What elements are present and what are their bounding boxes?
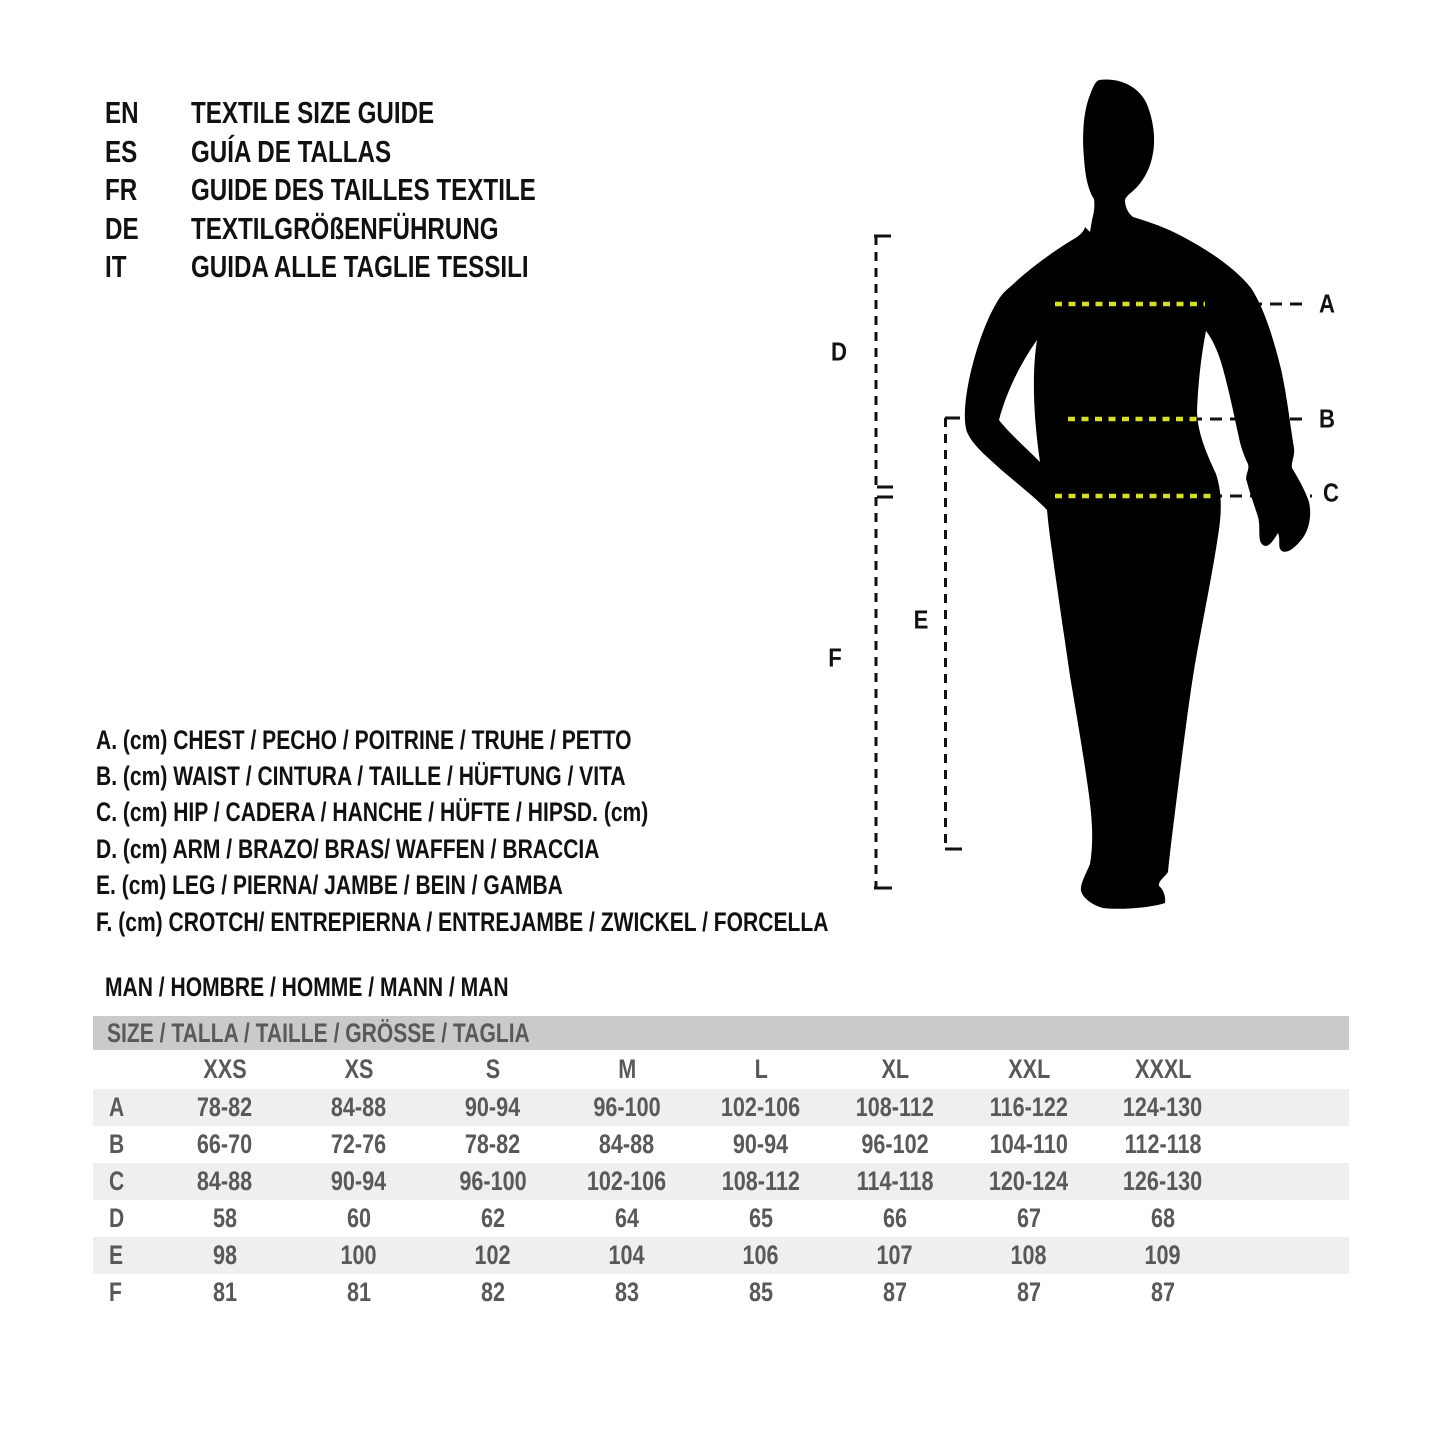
col-header-xl: XL (881, 1054, 909, 1084)
measurement-legend (96, 722, 1035, 940)
category-line: MAN / HOMBRE / HOMME / MANN / MAN (105, 971, 509, 1002)
waist-label-b: B (1319, 403, 1335, 434)
lang-title-fr: GUIDE DES TAILLES TEXTILE (191, 172, 536, 207)
lang-code-de: DE (105, 210, 139, 246)
lang-row-de (105, 210, 633, 249)
hip-label-c: C (1323, 477, 1339, 508)
chest-label-a: A (1319, 288, 1335, 319)
legend-leg: E. (cm) LEG / PIERNA/ JAMBE / BEIN / GAMBA (96, 870, 563, 901)
size-table-title: SIZE / TALLA / TAILLE / GRÖSSE / TAGLIA (107, 1017, 530, 1048)
row-label: F (109, 1277, 122, 1307)
col-header-s: S (485, 1054, 501, 1084)
lang-row-es (105, 133, 633, 172)
table-row-e: E 98 100 102 104 106 107 108 109 (93, 1237, 1349, 1274)
size-table (93, 1016, 1349, 1311)
size-table-title-bar (93, 1016, 1349, 1050)
col-header-m: M (618, 1054, 636, 1084)
lang-code-es: ES (105, 133, 138, 169)
table-row-d: D 58 60 62 64 65 66 67 68 (93, 1200, 1349, 1237)
table-row-a: A 78-82 84-88 90-94 96-100 102-106 108-112 116-122 124-130 (93, 1089, 1349, 1126)
lang-title-de: TEXTILGRÖßENFÜHRUNG (191, 210, 499, 246)
table-row-b: B 66-70 72-76 78-82 84-88 90-94 96-102 104-110 112-118 (93, 1126, 1349, 1163)
row-label: E (109, 1240, 124, 1270)
size-table-header-row (93, 1050, 1349, 1089)
lang-code-it: IT (105, 249, 127, 284)
lang-title-en: TEXTILE SIZE GUIDE (191, 95, 435, 130)
table-row-c: C 84-88 90-94 96-100 102-106 108-112 114-118 120-124 126-130 (93, 1163, 1349, 1200)
col-header-xs: XS (344, 1054, 374, 1084)
leg-label-e: E (913, 604, 929, 635)
lang-row-it (105, 248, 633, 287)
col-header-xxl: XXL (1007, 1054, 1050, 1084)
legend-crotch: F. (cm) CROTCH/ ENTREPIERNA / ENTREJAMBE / ZWICKEL / FORCELLA (96, 906, 829, 937)
lang-code-en: EN (105, 95, 139, 130)
legend-waist: B. (cm) WAIST / CINTURA / TAILLE / HÜFTUNG / VITA (96, 761, 626, 792)
lang-title-it: GUIDA ALLE TAGLIE TESSILI (191, 249, 529, 284)
table-row-f: F 81 81 82 83 85 87 87 87 (93, 1274, 1349, 1311)
legend-chest: A. (cm) CHEST / PECHO / POITRINE / TRUHE / PETTO (96, 724, 632, 755)
row-label: B (109, 1129, 125, 1159)
legend-hip: C. (cm) HIP / CADERA / HANCHE / HÜFTE / HIPSD. (cm) (96, 797, 649, 828)
lang-row-fr (105, 171, 633, 210)
col-header-xxxl: XXXL (1134, 1054, 1192, 1084)
arm-label-d: D (831, 336, 847, 367)
language-title-block (105, 94, 633, 287)
row-label: D (109, 1203, 125, 1233)
legend-arm: D. (cm) ARM / BRAZO/ BRAS/ WAFFEN / BRACCIA (96, 833, 600, 864)
row-label: A (109, 1092, 125, 1122)
lang-title-es: GUÍA DE TALLAS (191, 133, 392, 169)
row-label: C (109, 1166, 125, 1196)
lang-row-en (105, 94, 633, 133)
lang-code-fr: FR (105, 172, 138, 207)
crotch-label-f: F (828, 642, 842, 673)
col-header-xxs: XXS (203, 1054, 247, 1084)
col-header-l: L (754, 1054, 768, 1084)
